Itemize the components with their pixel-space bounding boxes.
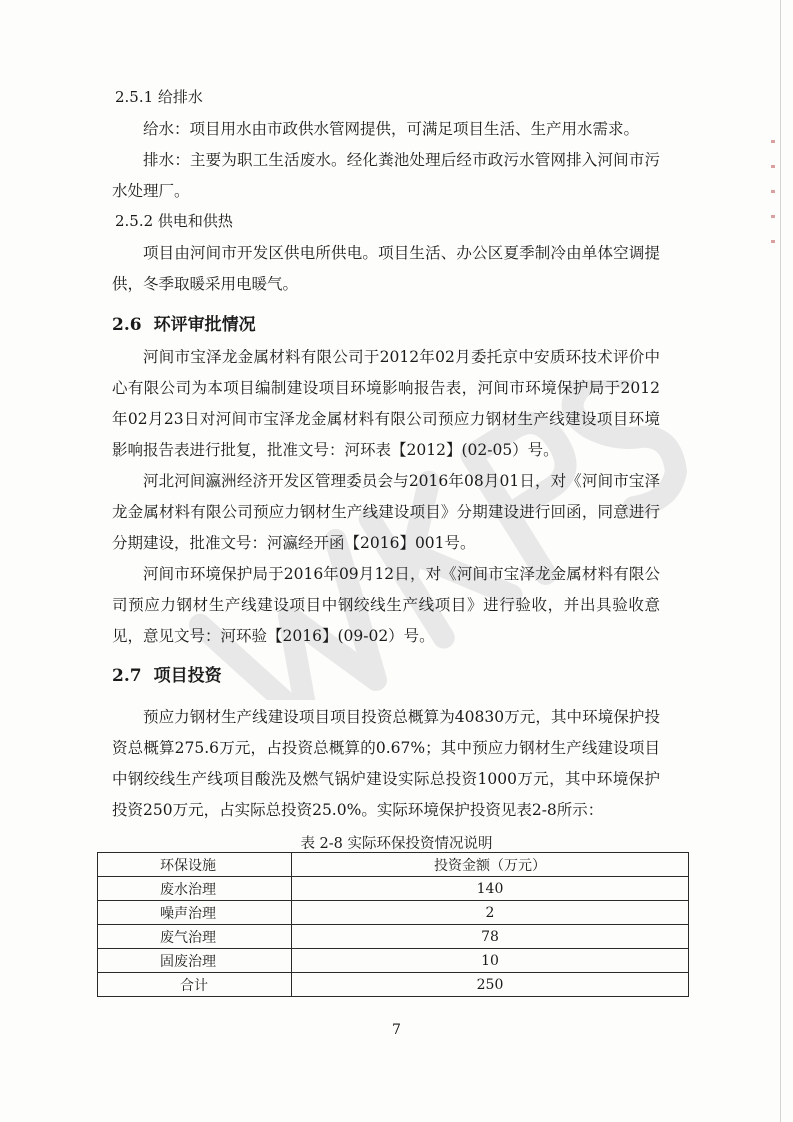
heading-2-7 [112,661,222,686]
cell-facility: 固废治理 [98,949,292,973]
table-header-row [98,853,689,877]
table-caption: 表 2-8 实际环保投资情况说明 [300,836,493,852]
cell-amount: 78 [292,925,689,949]
table-row [98,949,689,973]
paragraph-power-heat: 项目由河间市开发区供电所供电。项目生活、办公区夏季制冷由单体空调提供，冬季取暖采用电暖气。 [112,244,660,293]
cell-facility: 噪声治理 [98,901,292,925]
cell-amount: 140 [292,877,689,901]
table-row [98,901,689,925]
paragraph-water-supply: 给水：项目用水由市政供水管网提供，可满足项目生活、生产用水需求。 [143,120,640,138]
cell-facility: 废水治理 [98,877,292,901]
section-number: 2.6 [112,315,142,335]
investment-table [97,852,689,997]
table-row [98,925,689,949]
cell-amount: 10 [292,949,689,973]
cell-facility: 废气治理 [98,925,292,949]
table-total-row [98,973,689,997]
cell-total-label: 合计 [98,973,292,997]
scan-marks [771,140,777,290]
paragraph-investment: 预应力钢材生产线建设项目项目投资总概算为40830万元，其中环境保护投资总概算275.6万元，占投资总概算的0.67%；其中预应力钢材生产线建设项目中钢绞线生产线项目酸洗及燃气锅炉建设实际总投资1000万元，其中环境保护投资250万元，占实际总投资25.0%。实际环境保护投资见表2-8所示： [112,708,660,819]
section-title: 项目投资 [153,666,222,686]
page-edge-line [780,0,781,1122]
cell-total-amount: 250 [292,973,689,997]
heading-2-5-1: 2.5.1 给排水 [115,88,203,106]
section-number: 2.7 [112,666,142,686]
heading-2-6 [112,310,256,335]
page-number: 7 [392,1022,401,1038]
paragraph-eia-approval: 河间市宝泽龙金属材料有限公司于2012年02月委托京中安质环技术评价中心有限公司为本项目编制建设项目环境影响报告表，河间市环境保护局于2012年02月23日对河间市宝泽龙金属材料有限公司预应力钢材生产线建设项目环境影响报告表进行批复，批准文号：河环表【2012】(02-05）号。 [112,348,660,459]
cell-amount: 2 [292,901,689,925]
heading-2-5-2: 2.5.2 供电和供热 [115,212,233,230]
header-amount: 投资金额（万元） [292,853,689,877]
paragraph-acceptance: 河间市环境保护局于2016年09月12日，对《河间市宝泽龙金属材料有限公司预应力钢材生产线建设项目中钢绞线生产线项目》进行验收，并出具验收意见，意见文号：河环验【2016】(09-02）号。 [112,565,660,645]
section-title: 环评审批情况 [153,315,256,335]
paragraph-phased-construction: 河北河间瀛洲经济开发区管理委员会与2016年08月01日，对《河间市宝泽龙金属材料有限公司预应力钢材生产线建设项目》分期建设进行回函，同意进行分期建设，批准文号：河瀛经开函【2016】001号。 [112,472,660,552]
table-row [98,877,689,901]
paragraph-drainage: 排水：主要为职工生活废水。经化粪池处理后经市政污水管网排入河间市污水处理厂。 [112,151,660,200]
header-facility: 环保设施 [98,853,292,877]
